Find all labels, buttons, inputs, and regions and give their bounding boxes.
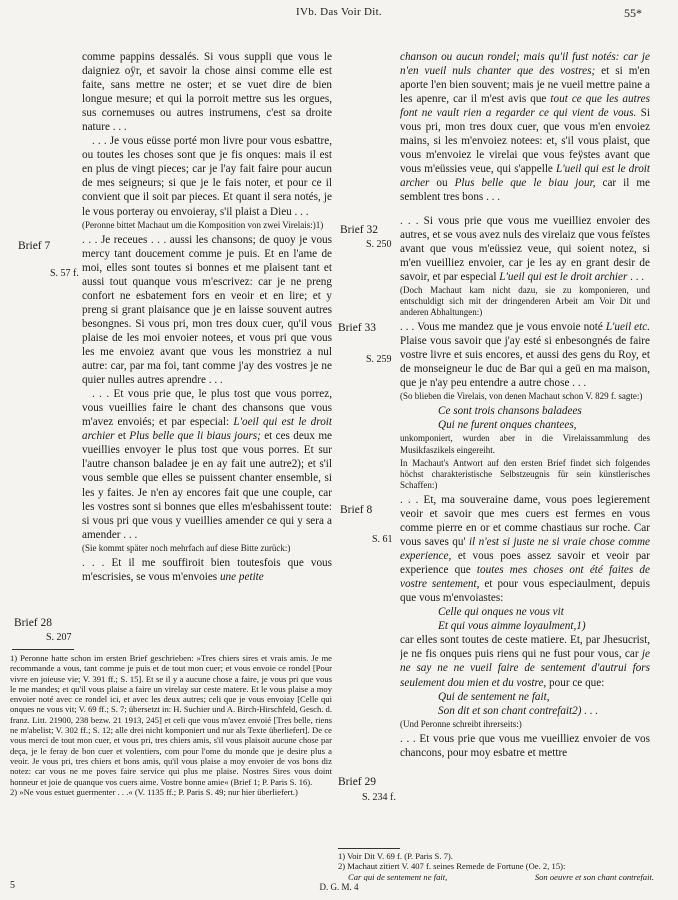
sheet-number: 5	[10, 880, 15, 891]
right-footnote-verse: Car qui de sentement ne fait, Son oeuvre et son chant contrefait.	[348, 871, 654, 881]
brief-29-note: (Und Peronne schreibt ihrerseits:)	[400, 718, 522, 729]
brief-33-note-2: (So blieben die Virelais, von denen Machaut schon V. 829 f. sagte:)	[400, 391, 643, 402]
left-paragraph-2: . . . Je vous eüsse porté mon livre pour vous esbattre, ou toutes les choses sont que je fis onques: mais il est en plus de vingt pieces; car je l'ay fait faire pour aucun de mes seigneurs; si que je le fais noter, et pour ce il convient que il soit par pieces. Et quant il sera notés, je le vous porteray ou envoieray, s'il plaist a Dieu . . .	[82, 135, 332, 218]
brief-7-text-1: . . . Je receues . . . aussi les chansons; de quoy je vous mercy tant doucement comme je puis. Et en l'ame de moi, elles sont toutes si bonnes et me plaisent tant et aussi tout quanque vous m'escrivez: car je ne preng confort ne esbatement fors en veoir et en lire; et y preng si grant plaisance que je en laisse souvent autres besongnes. Si vous pri, mon tres doux cuer, qu'il vous plaise de les moi envoier notees, et vous pri que vous les me envoiez avant que vous les monstriez a nul autre: car, par ma foi, tant comme j'ay des vostres je ne quier nulles autres aprendre . . .	[82, 233, 332, 387]
right-text-column	[400, 50, 650, 848]
running-header-title: IVb. Das Voir Dit.	[296, 6, 382, 18]
brief-8-text-1: . . . Et, ma souveraine dame, vous poes legierement veoir et savoir que mes cuers est fermes en vous comme pierre en or et comme chastiaus sur roche. Car vous saves qu' il n'est si juste ne si vraie chose comme experience, et vous poes assez savoir et veoir par experience que toutes mes choses ont été faites de vostre sentement, et pour vous especiaulment, depuis que vous m'envoiastes:	[400, 493, 650, 605]
brief-28-text: . . . Et il me souffiroit bien toutesfois que vous m'escrisies, se vous m'envoies une petite	[82, 556, 332, 583]
brief-28-label: Brief 28	[14, 617, 53, 629]
right-footnote-1: 1) Voir Dit V. 69 f. (P. Paris S. 7).	[338, 851, 453, 861]
brief-8-text-2: car elles sont toutes de ceste matiere. Et, par Jhesucrist, je ne fis onques puis riens qui ne fust pour vous, car je ne say ne ne vueil faire de sentement d'autrui fors seulement dou mien et du vostre, pour ce que:	[400, 634, 650, 689]
brief-33-label: Brief 33	[338, 322, 377, 334]
brief-28-ref: S. 207	[46, 632, 72, 643]
brief-32-label: Brief 32	[340, 224, 379, 236]
brief-7-label: Brief 7	[18, 240, 51, 252]
brief-29-text: . . . Et vous prie que vous me vueilliez envoier de vos chancons, pour moy esbatre et mettre	[400, 732, 650, 759]
right-footnote-2: 2) Machaut zitiert V. 407 f. seines Remede de Fortune (Oe. 2, 15):	[338, 861, 566, 872]
verse-line-3: Celle qui onques ne vous vit	[438, 606, 564, 619]
brief-33-note: (Doch Machaut kam nicht dazu, sie zu komponieren, und entschuldigt sich mit der dringenderen Arbeit am Voir Dit und anderen Abhaltungen:)	[400, 284, 650, 317]
brief-33-note-3: unkomponiert, wurden aber in die Virelaissammlung des Musikfaszikels eingereiht.	[400, 433, 650, 455]
verse-line-4: Et qui vous aimme loyaulment,1)	[438, 620, 586, 633]
brief-29-label: Brief 29	[338, 776, 377, 788]
left-paragraph-1: comme pappins dessalés. Si vous suppli que vous le daigniez oÿr, et savoir la chose ainsi comme elle est faite, sans mettre ne oster; et se vuet dire de bien longue mesure; et qui la porroit mettre sus les orgues, sus cornemuses ou autres instrumens, c'est sa droite nature . . .	[82, 51, 332, 134]
verse-line-5: Qui de sentement ne fait,	[438, 690, 550, 703]
left-footnotes	[10, 653, 332, 875]
brief-8-label: Brief 8	[340, 504, 373, 516]
signature-mark: D. G. M. 4	[319, 882, 359, 892]
brief-32-text: . . . Si vous prie que vous me vueilliez envoier des autres, et se vous avez nuls des virelaiz que vous feïstes avant que vous m'eüssiez veue, qui soient notez, si m'en vueilliez envoier, car je les ay en grant desir de savoir, et par especial L'ueil qui est le droit archier . . .	[400, 214, 650, 283]
verse-line-2: Qui ne furent onques chantees,	[438, 419, 577, 432]
brief-7-note: (Peronne bittet Machaut um die Komposition von zwei Virelais:)1)	[82, 219, 324, 230]
right-footnote-rule	[338, 848, 400, 849]
brief-33-ref: S. 259	[366, 354, 392, 365]
page-number: 55*	[624, 6, 642, 20]
brief-7-text-2: . . . Et vous prie que, le plus tost que vous porrez, vous vueillies faire le chant des chansons que vous m'avez envoiés; et par especial: L'oeil qui est le droit archier et Plus belle que li biaus jours; et ces deux me vueillies envoyer le plus tost que vous porres. Et sur l'autre chanson baladee je en ay fait une autre2); et s'il vous semble que elles se puissent chanter ensemble, si les y faites. Je n'en ay encores fait que une couple, car les vostres sont si bonnes que elles m'esbahissent toute: si vous pri que vous y vueillies amender ce qui y sera a amender . . .	[82, 388, 332, 541]
right-footnotes	[338, 851, 660, 881]
right-paragraph-top: chanson ou aucun rondel; mais qu'il fust notés: car je n'en vueil nuls chanter que des vostres; et si m'en aporte l'en bien souvent; mais je ne vueil mettre paine a les apenre, car il m'est avis que tout ce que les autres font ne vault rien a regarder ce qui vient de vous. Si vous pri, mon tres doux cuer, que vous m'en envoiez mains, si les m'envoiez notees: et, s'il vous plaist, que vous m'envoiez le virelai que vous feÿstes avant que vous m'eüssies veue, qui s'appelle L'ueil qui est le droit archer ou Plus belle que le biau jour, car il me semblent tres bons . . .	[400, 51, 650, 204]
left-text-column	[82, 50, 332, 647]
left-footnote-1: 1) Peronne hatte schon im ersten Brief geschrieben: »Tres chiers sires et vrais amis. Je me recommande a vous, tant comme je puis et de tout mon cuer; et vous envoie ce rondel [Pour vivre en joieuse vie; V. 391 ff.; S. 15]. Et se il y a aucune chose a faire, je vous pri que vous le me mandes; et qu'il vous plaise a faire un virelay sur ceste matere. Et le vous plaise a moy envoier noté avec ce rondel ici, et avec les deux autres; celi que je vous envoiay [Celle qui onques ne vous vit; V. 69 ff.; S. 7; übersetzt in: H. Suchier und A. Birch-Hirschfeld, Gesch. d. franz. Litt. 21900, 238 bezw. 21 1913, 245] et celi que vous m'avez envoié [Tres belle, riens ne m'abelist; V. 302 ff.; S. 12; alle drei nicht komponiert und nur als Texte überliefert]. De ce vous merci de tout mon cuer, et vous pri, tres chiers amis, s'il vous plaisoit aucune chose par deça, je le feray de bon cuer et volentiers, com pour l'ome du monde que je desire plus a veoir. Je vous pri, tres chiers et bons amis, qu'il vous plaise a moy envoier de vos bons diz notez: car vous ne me poves faire service qui plus me plaise. Nostres Sires vous doint honneur et joie de quanque vos cuers aime. Vostre bonne amie« (Brief 1; P. Paris S. 16).	[10, 653, 332, 787]
left-footnote-2: 2) »Ne vous estuet guermenter . . .« (V. 1135 ff.; P. Paris S. 49; nur hier überliefert.)	[10, 786, 298, 797]
brief-28-note: (Sie kommt später noch mehrfach auf diese Bitte zurück:)	[82, 542, 291, 553]
brief-33-text: . . . Vous me mandez que je vous envoie noté L'ueil etc. Plaise vous savoir que j'ay esté si enbesongnés de faire vostre livre et suis encores, et aussi des gens du Roy, et de monseigneur le duc de Bar qui a geü en ma maison, que je n'ay peu entendre a autre chose . . .	[400, 321, 650, 390]
brief-29-ref: S. 234 f.	[362, 792, 396, 803]
verse-line-1: Ce sont trois chansons baladees	[438, 405, 582, 418]
left-footnote-rule	[12, 649, 74, 650]
brief-8-note: In Machaut's Antwort auf den ersten Brief findet sich folgendes höchst charakteristische Selbstzeugnis für sein künstlerisches Schaffen:)	[400, 457, 650, 490]
brief-7-ref: S. 57 f.	[50, 268, 79, 279]
brief-8-ref: S. 61	[372, 534, 393, 545]
brief-32-ref: S. 250	[366, 239, 392, 250]
verse-line-6: Son dit et son chant contrefait2) . . .	[438, 704, 599, 717]
